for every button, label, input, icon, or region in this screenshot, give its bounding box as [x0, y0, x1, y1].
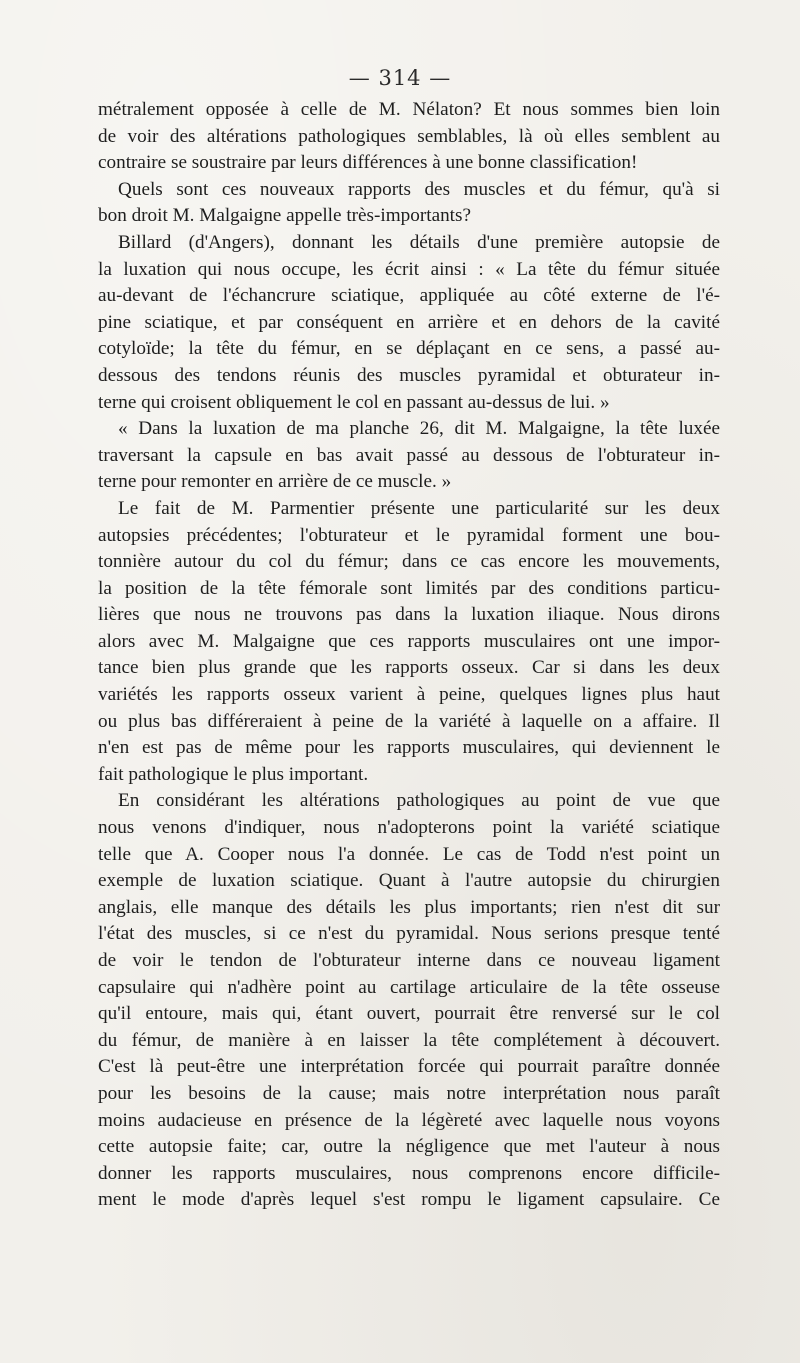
body-text: [98, 97, 720, 1214]
text-line: alors avec M. Malgaigne que ces rapports musculaires ont une impor-: [98, 630, 720, 652]
text-line: cette autopsie faite; car, outre la négligence que met l'auteur à nous: [98, 1136, 720, 1158]
text-line: autopsies précédentes; l'obturateur et le pyramidal forment une bou-: [98, 524, 720, 546]
text-line: nous venons d'indiquer, nous n'adopterons point la variété sciatique: [98, 817, 720, 839]
text-line: de voir le tendon de l'obturateur interne dans ce nouveau ligament: [98, 950, 720, 971]
text-line: ment le mode d'après lequel s'est rompu le ligament capsulaire. Ce: [98, 1189, 720, 1211]
text-line: C'est là peut-être une interprétation forcée qui pourrait paraître donnée: [98, 1056, 720, 1078]
text-line: pine sciatique, et par conséquent en arrière et en dehors de la cavité: [98, 311, 720, 333]
page-number: — 314 —: [348, 66, 452, 90]
text-line: ou plus bas différeraient à peine de la variété à laquelle on a affaire. Il: [98, 710, 720, 732]
text-line: exemple de luxation sciatique. Quant à l'autre autopsie du chirurgien: [98, 870, 720, 892]
text-line: traversant la capsule en bas avait passé au dessous de l'obturateur in-: [98, 444, 720, 466]
text-line: n'en est pas de même pour les rapports musculaires, qui deviennent le: [98, 737, 720, 759]
text-line: Quels sont ces nouveaux rapports des muscles et du fémur, qu'à si: [118, 178, 720, 200]
text-line: anglais, elle manque des détails les plus importants; rien n'est dit sur: [98, 896, 720, 918]
text-line: lières que nous ne trouvons pas dans la luxation iliaque. Nous dirons: [98, 604, 720, 626]
text-line: bon droit M. Malgaigne appelle très-importants?: [98, 205, 471, 227]
text-line: la position de la tête fémorale sont limités par des conditions particu-: [98, 577, 720, 599]
text-line: cotyloïde; la tête du fémur, en se déplaçant en ce sens, a passé au-: [98, 338, 720, 360]
text-line: tance bien plus grande que les rapports osseux. Car si dans les deux: [98, 657, 720, 679]
text-line: terne pour remonter en arrière de ce muscle. »: [98, 471, 452, 493]
text-line: du fémur, de manière à en laisser la tête complétement à découvert.: [98, 1029, 720, 1051]
text-line: fait pathologique le plus important.: [98, 763, 369, 785]
text-line: au-devant de l'échancrure sciatique, appliquée au côté externe de l'é-: [98, 285, 720, 307]
text-line: Billard (d'Angers), donnant les détails d'une première autopsie de: [118, 231, 720, 253]
text-line: moins audacieuse en présence de la légèreté avec laquelle nous voyons: [98, 1109, 720, 1131]
text-line: terne qui croisent obliquement le col en passant au-dessus de lui. »: [98, 391, 610, 413]
text-line: En considérant les altérations pathologiques au point de vue que: [118, 790, 720, 812]
text-line: Le fait de M. Parmentier présente une particularité sur les deux: [118, 497, 720, 519]
text-line: variétés les rapports osseux varient à peine, quelques lignes plus haut: [98, 684, 720, 706]
text-line: dessous des tendons réunis des muscles pyramidal et obturateur in-: [98, 364, 720, 386]
text-line: contraire se soustraire par leurs différences à une bonne classification!: [98, 152, 638, 174]
text-line: donner les rapports musculaires, nous comprenons encore difficile-: [98, 1162, 720, 1184]
text-line: qu'il entoure, mais qui, étant ouvert, pourrait être renversé sur le col: [98, 1003, 720, 1025]
text-line: capsulaire qui n'adhère point au cartilage articulaire de la tête osseuse: [98, 976, 720, 998]
text-line: telle que A. Cooper nous l'a donnée. Le cas de Todd n'est point un: [98, 843, 720, 865]
text-line: « Dans la luxation de ma planche 26, dit M. Malgaigne, la tête luxée: [118, 418, 720, 440]
text-line: métralement opposée à celle de M. Nélaton? Et nous sommes bien loin: [98, 99, 720, 120]
text-line: tonnière autour du col du fémur; dans ce cas encore les mouvements,: [98, 551, 720, 573]
text-line: la luxation qui nous occupe, les écrit ainsi : « La tête du fémur située: [98, 258, 720, 280]
text-line: pour les besoins de la cause; mais notre interprétation nous paraît: [98, 1082, 720, 1104]
text-line: l'état des muscles, si ce n'est du pyramidal. Nous serions presque tenté: [98, 923, 720, 945]
text-line: de voir des altérations pathologiques semblables, là où elles semblent au: [98, 125, 720, 147]
